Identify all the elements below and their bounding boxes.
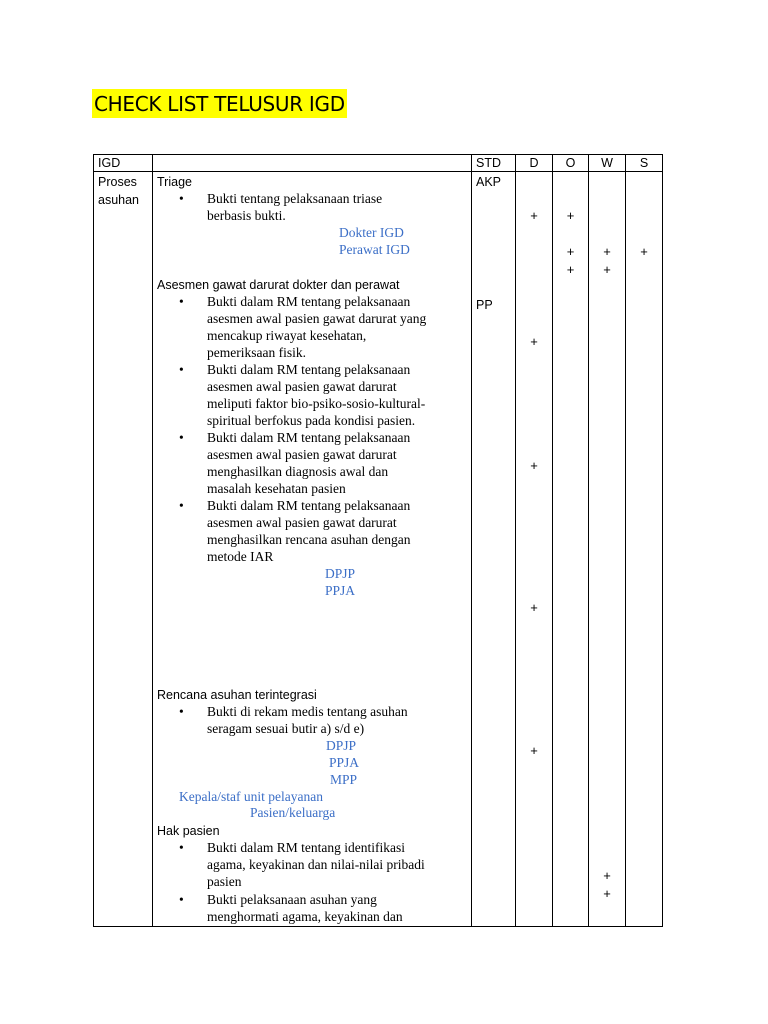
content-cell [153,172,472,927]
bullet-text: menghasilkan rencana asuhan dengan [207,532,411,547]
check-mark: + [530,208,538,223]
w-cell [589,172,626,927]
check-mark: + [530,334,538,349]
document-title: CHECK LIST TELUSUR IGD [92,89,347,118]
role-label: Perawat IGD [339,242,410,257]
bullet-text: menghormati agama, keyakinan dan [207,909,403,924]
bullet-text: berbasis bukti. [207,208,286,223]
bullet-text: Bukti tentang pelaksanaan triase [207,191,383,206]
bullet-text: asesmen awal pasien gawat darurat [207,515,397,530]
checklist-table [93,154,663,927]
check-mark: + [530,458,538,473]
bullet-icon: • [179,430,184,445]
bullet-text: asesmen awal pasien gawat darurat [207,379,397,394]
table-header-row [94,155,663,172]
role-label: PPJA [325,583,356,598]
std-akp: AKP [476,175,502,189]
bullet-text: Bukti dalam RM tentang pelaksanaan [207,362,411,377]
bullet-text: asesmen awal pasien gawat darurat yang [207,311,427,326]
bullet-text: Bukti pelaksanaan asuhan yang [207,892,377,907]
check-mark: + [566,208,575,223]
bullet-text: mencakup riwayat kesehatan, [207,328,367,343]
bullet-text: pemeriksaan fisik. [207,345,306,360]
bullet-text: spiritual berfokus pada kondisi pasien. [207,413,416,428]
bullet-text: agama, keyakinan dan nilai-nilai pribadi [207,857,425,872]
bullet-text: meliputi faktor bio-psiko-sosio-kultural- [207,396,426,411]
bullet-text: Bukti dalam RM tentang pelaksanaan [207,430,411,445]
o-cell [553,172,589,927]
bullet-text: pasien [207,874,242,889]
bullet-text: menghasilkan diagnosis awal dan [207,464,389,479]
section-heading-asesmen: Asesmen gawat darurat dokter dan perawat [157,278,400,292]
s-cell [626,172,663,927]
bullet-icon: • [179,191,184,206]
check-mark: + [566,244,575,259]
bullet-icon: • [179,892,184,907]
bullet-text: asesmen awal pasien gawat darurat [207,447,397,462]
check-mark: + [566,262,575,277]
header-d: D [516,155,553,172]
bullet-text: seragam sesuai butir a) s/d e) [207,721,365,736]
table-row [94,172,663,927]
section-heading-triage: Triage [157,175,192,189]
bullet-text: Bukti dalam RM tentang pelaksanaan [207,294,411,309]
header-blank [153,155,472,172]
role-label: Pasien/keluarga [250,805,336,820]
role-label: PPJA [329,755,360,770]
bullet-text: Bukti dalam RM tentang pelaksanaan [207,498,411,513]
role-label: Kepala/staf unit pelayanan [179,789,323,804]
bullet-text: Bukti dalam RM tentang identifikasi [207,840,405,855]
section-heading-hak-pasien: Hak pasien [157,824,220,838]
d-cell [516,172,553,927]
header-std: STD [472,155,516,172]
header-w: W [589,155,626,172]
header-o: O [553,155,589,172]
header-igd: IGD [94,155,153,172]
std-pp: PP [476,298,493,312]
bullet-text: masalah kesehatan pasien [207,481,346,496]
role-label: DPJP [325,566,356,581]
bullet-icon: • [179,704,184,719]
bullet-icon: • [179,840,184,855]
header-s: S [626,155,663,172]
std-cell [472,172,516,927]
role-label: MPP [330,772,358,787]
bullet-text: metode IAR [207,549,274,564]
bullet-icon: • [179,294,184,309]
role-label: DPJP [326,738,357,753]
check-mark: + [603,262,611,277]
check-mark: + [530,600,538,615]
bullet-text: Bukti di rekam medis tentang asuhan [207,704,408,719]
category-cell [94,172,153,927]
category-line1: Proses [98,175,137,189]
check-mark: + [603,868,611,883]
bullet-icon: • [179,362,184,377]
bullet-icon: • [179,498,184,513]
section-heading-rencana: Rencana asuhan terintegrasi [157,688,317,702]
category-line2: asuhan [98,193,140,207]
check-mark: + [640,244,648,259]
check-mark: + [603,886,611,901]
check-mark: + [603,244,611,259]
check-mark: + [530,743,538,758]
role-label: Dokter IGD [339,225,404,240]
